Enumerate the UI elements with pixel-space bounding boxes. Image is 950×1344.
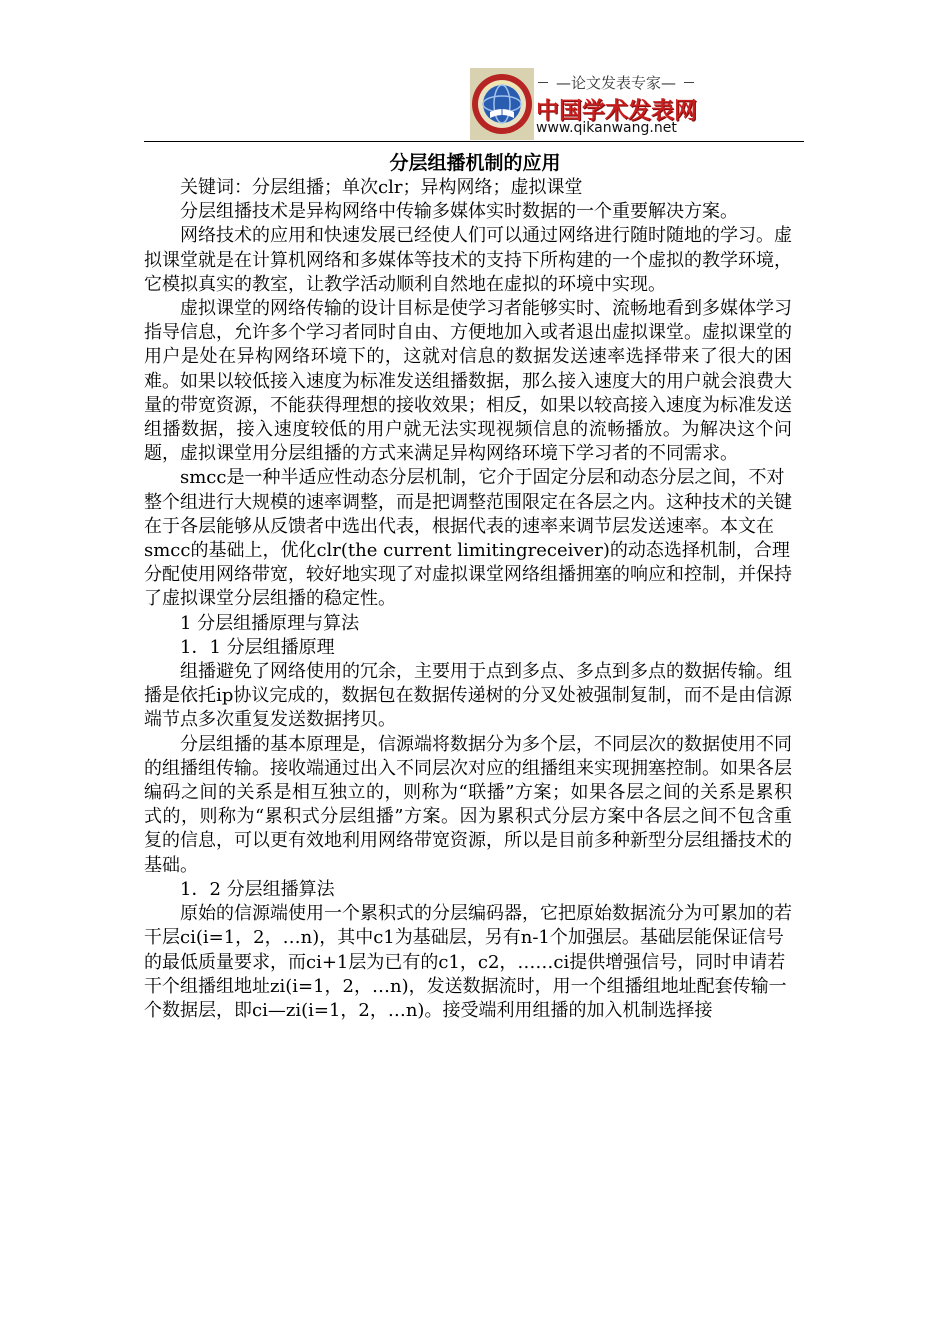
- logo-name: 中国学术发表网: [536, 98, 697, 124]
- globe-book-emblem-icon: [470, 68, 534, 140]
- paragraph: 原始的信源端使用一个累积式的分层编码器，它把原始数据流分为可累加的若干层ci(i=1，2，…n)，其中c1为基础层，另有n-1个加强层。基础层能保证信号的最低质量要求，而ci+1层为已有的c1，c2，……ci提供增强信号，同时申请若干个组播组地址zi(i=1，2，…n)，发送数据流时，用一个组播组地址配套传输一个数据层，即ci—zi(i=1，2，…n)。接受端利用组播的加入机制选择接: [144, 903, 792, 1021]
- header-divider: [144, 141, 804, 142]
- paragraph: 虚拟课堂的网络传输的设计目标是使学习者能够实时、流畅地看到多媒体学习指导信息，允许多个学习者同时自由、方便地加入或者退出虚拟课堂。虚拟课堂的用户是处在异构网络环境下的，这就对信息的数据发送速率选择带来了很大的困难。如果以较低接入速度为标准发送组播数据，那么接入速度大的用户就会浪费大量的带宽资源，不能获得理想的接收效果；相反，如果以较高接入速度为标准发送组播数据，接入速度较低的用户就无法实现视频信息的流畅播放。为解决这个问题，虚拟课堂用分层组播的方式来满足异构网络环境下学习者的不同需求。: [144, 298, 792, 465]
- paragraph: 分层组播技术是异构网络中传输多媒体实时数据的一个重要解决方案。: [180, 201, 738, 223]
- subsection-heading: 1．1 分层组播原理: [180, 636, 335, 658]
- paragraph: 分层组播的基本原理是，信源端将数据分为多个层，不同层次的数据使用不同的组播组传输。接收端通过出入不同层次对应的组播组来实现拥塞控制。如果各层编码之间的关系是相互独立的，则称为“联播”方案；如果各层之间的关系是累积式的，则称为“累积式分层组播”方案。因为累积式分层方案中各层之间不包含重复的信息，可以更有效地利用网络带宽资源，所以是目前多种新型分层组播技术的基础。: [144, 733, 792, 876]
- subsection-heading: 1．2 分层组播算法: [180, 878, 335, 900]
- paragraph: 网络技术的应用和快速发展已经使人们可以通过网络进行随时随地的学习。虚拟课堂就是在计算机网络和多媒体等技术的支持下所构建的一个虚拟的教学环境，它模拟真实的教室，让教学活动顺利自然地在虚拟的环境中实现。: [144, 225, 792, 295]
- site-logo[interactable]: [470, 68, 696, 140]
- paragraph: 组播避免了网络使用的冗余，主要用于点到多点、多点到多点的数据传输。组播是依托ip协议完成的，数据包在数据传递树的分叉处被强制复制，而不是由信源端节点多次重复发送数据拷贝。: [144, 661, 792, 731]
- document-title: 分层组播机制的应用: [389, 152, 561, 174]
- logo-url[interactable]: www.qikanwang.net: [536, 120, 677, 136]
- keywords-line: 关键词：分层组播；单次clr；异构网络；虚拟课堂: [180, 177, 583, 198]
- paragraph: smcc是一种半适应性动态分层机制，它介于固定分层和动态分层之间，不对整个组进行大规模的速率调整，而是把调整范围限定在各层之内。这种技术的关键在于各层能够从反馈者中选出代表，根据代表的速率来调节层发送速率。本文在smcc的基础上，优化clr(the current limitingreceiver)的动态选择机制，合理分配使用网络带宽，较好地实现了对虚拟课堂网络组播拥塞的响应和控制，并保持了虚拟课堂分层组播的稳定性。: [144, 467, 792, 610]
- logo-tagline: —论文发表专家—: [536, 72, 696, 92]
- section-heading: 1 分层组播原理与算法: [180, 612, 360, 634]
- document-body: [144, 176, 792, 1023]
